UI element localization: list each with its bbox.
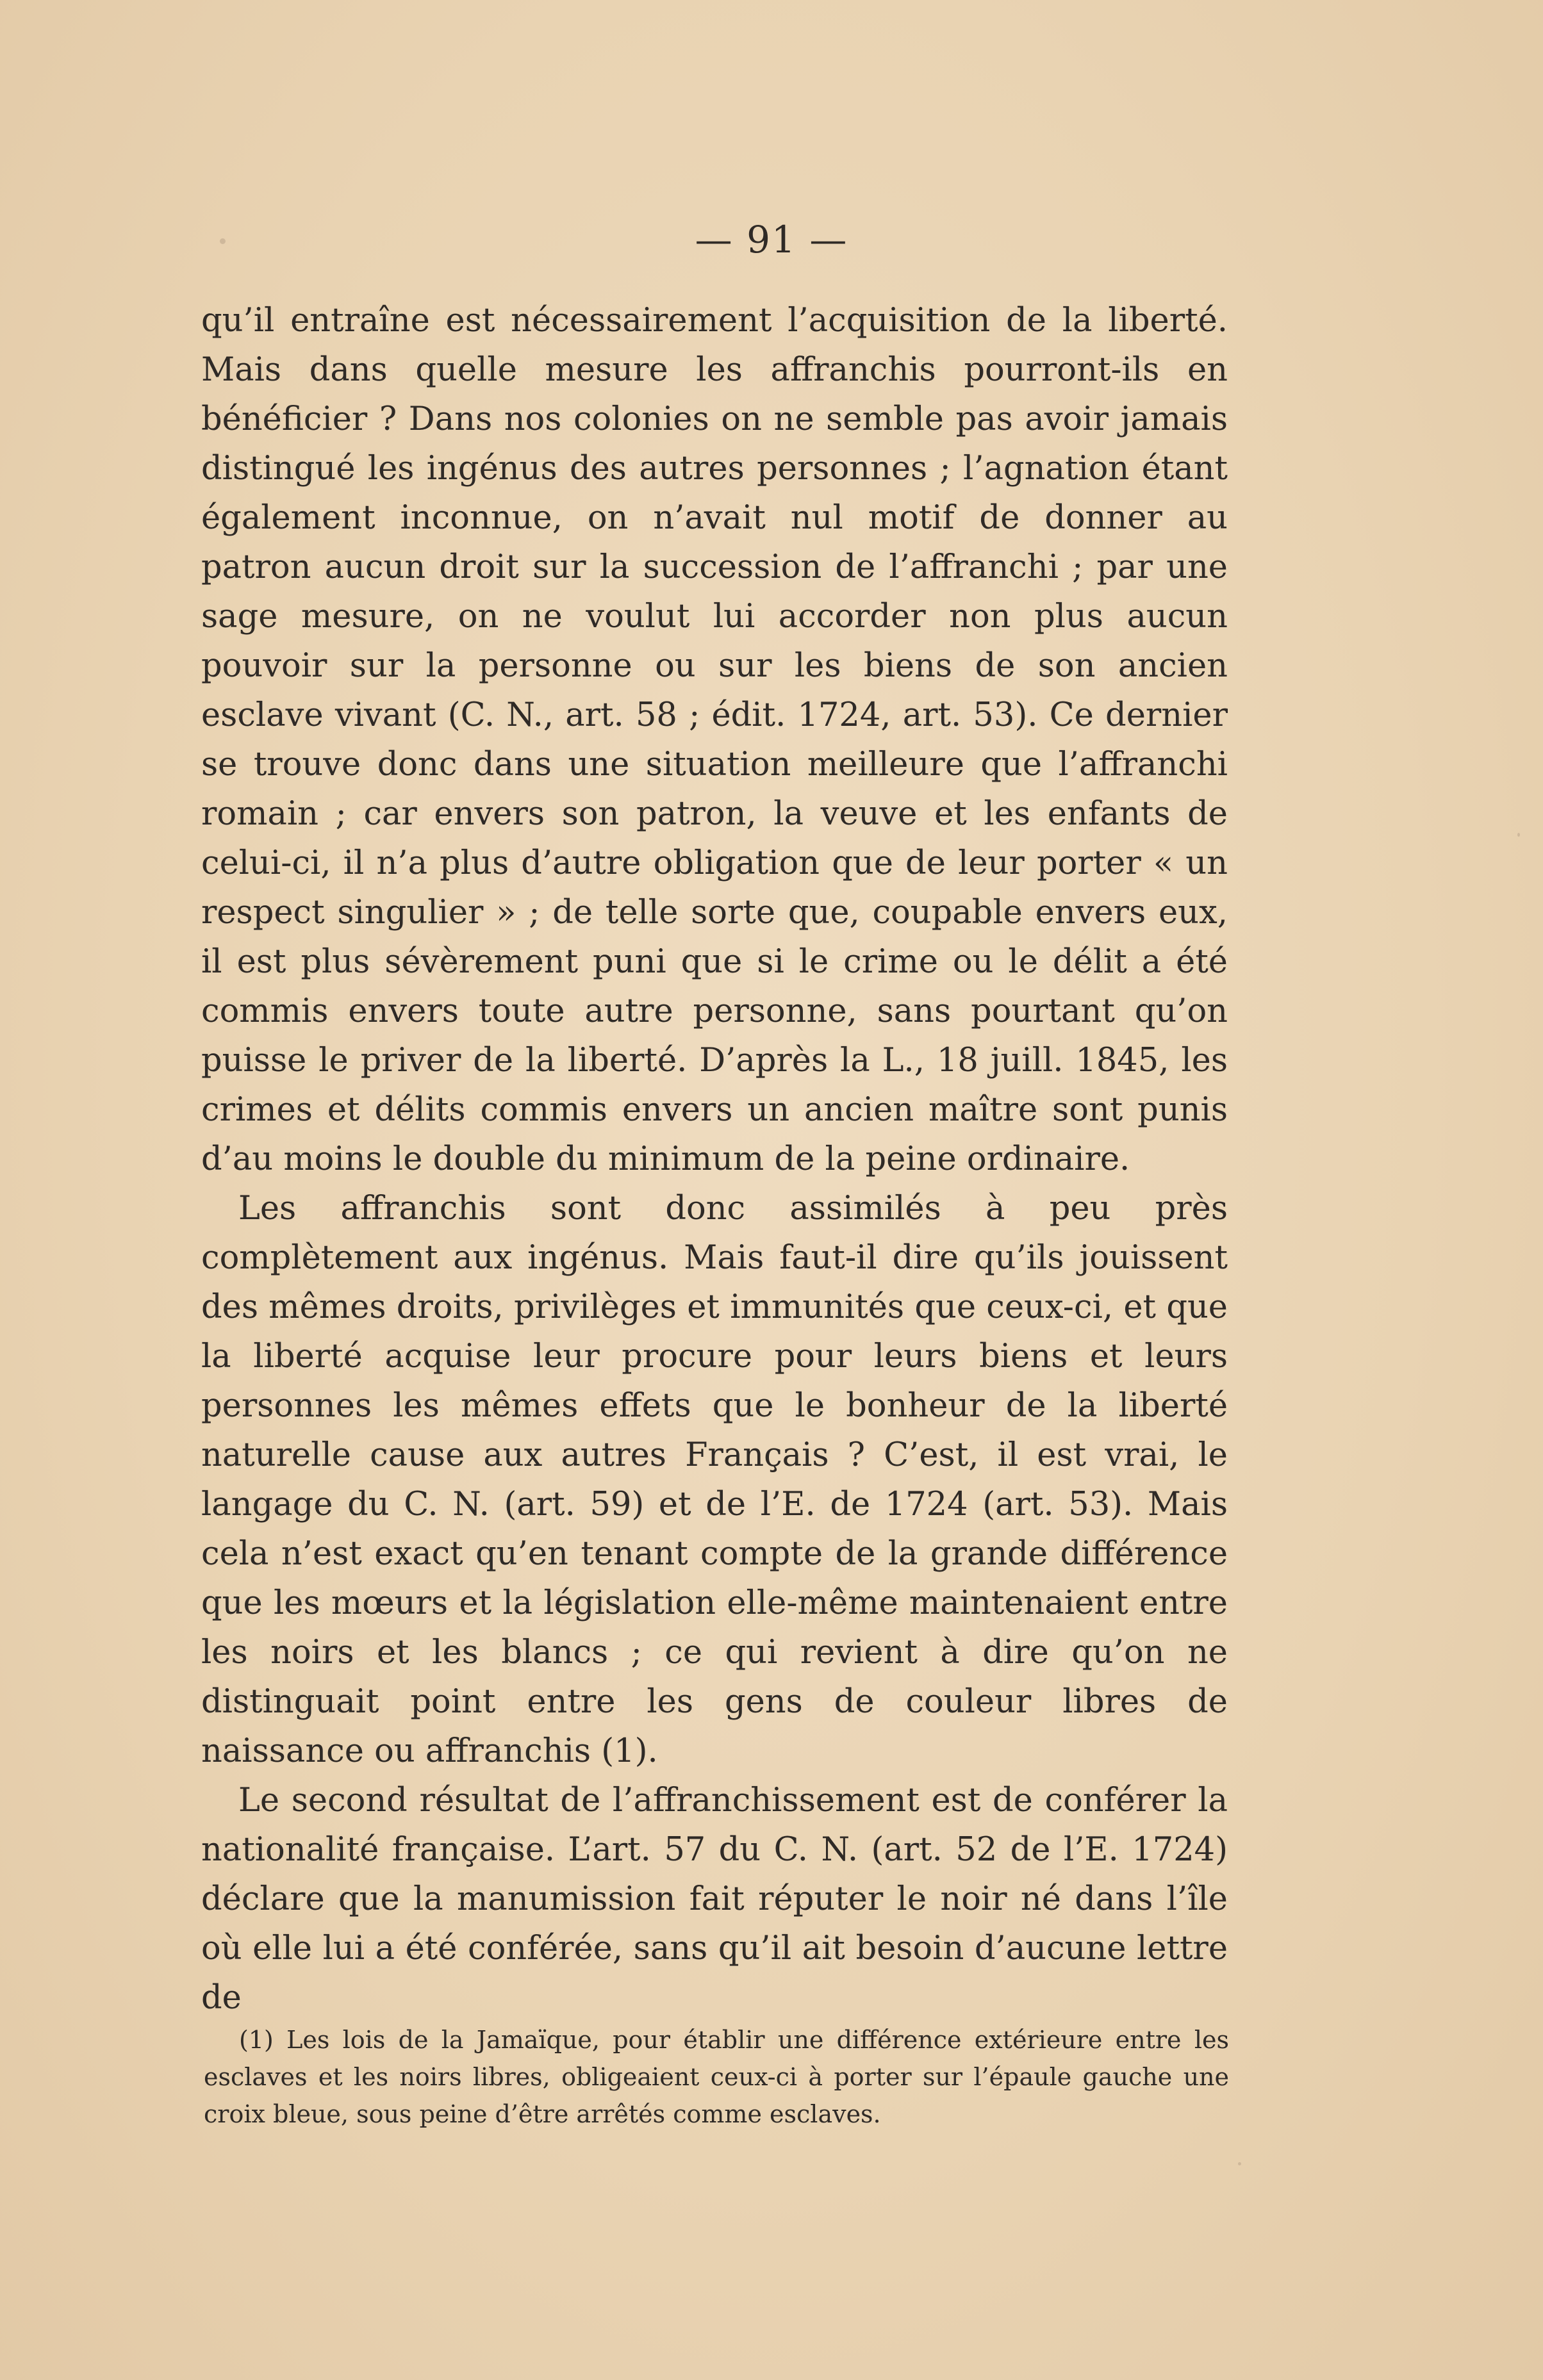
paragraph-second-resultat: Le second résultat de l’affranchissement est de conférer la nationalité française. L’art. 57 du C. N. (art. 52 de l’E. 1724) déclare que la manumission fait réputer le noir né dans l’île où elle lui a été conférée, sans qu’il ait besoin d’aucune lettre de [201,1782,1228,2017]
paragraph-continuation: qu’il entraîne est nécessairement l’acquisition de la liberté. Mais dans quelle mesure les affranchis pourront-ils en bénéficier ? Dans nos colonies on ne semble pas avoir jamais distingué les ingénus des autres personnes ; l’agnation étant également inconnue, on n’avait nul motif de donner au patron aucun droit sur la succession de l’affranchi ; par une sage mesure, on ne voulut lui accorder non plus aucun pouvoir sur la personne ou sur les biens de son ancien esclave vivant (C. N., art. 58 ; édit. 1724, art. 53). Ce dernier se trouve donc dans une situation meilleure que l’affranchi romain ; car envers son patron, la veuve et les enfants de celui-ci, il n’a plus d’autre obligation que de leur porter « un respect singulier » ; de telle sorte que, coupable envers eux, il est plus sévèrement puni que si le crime ou le délit a été commis envers toute autre personne, sans pourtant qu’on puisse le priver de la liberté. D’après la L., 18 juill. 1845, les crimes et délits commis envers un ancien maître sont punis d’au moins le double du minimum de la peine ordinaire. [201,302,1228,1178]
paper-speck [1517,833,1520,837]
paragraph-affranchis-assimiles: Les affranchis sont donc assimilés à peu près complètement aux ingénus. Mais faut-il dire qu’ils jouissent des mêmes droits, privilèges et immunités que ceux-ci, et que la liberté acquise leur procure pour leurs biens et leurs personnes les mêmes effets que le bonheur de la liberté naturelle cause aux autres Français ? C’est, il est vrai, le langage du C. N. (art. 59) et de l’E. de 1724 (art. 53). Mais cela n’est exact qu’en tenant compte de la grande différence que les mœurs et la législation elle-même maintenaient entre les noirs et les blancs ; ce qui revient à dire qu’on ne distinguait point entre les gens de couleur libres de naissance ou affranchis (1). [201,1190,1228,1770]
page-number: — 91 — [695,218,848,261]
body-text [201,296,1228,2023]
paper-speck [1238,2162,1241,2165]
footnote: (1) Les lois de la Jamaïque, pour établir une différence extérieure entre les esclaves et les noirs libres, obligeaient ceux-ci à porter sur l’épaule gauche une croix bleue, sous peine d’être arrêtés comme esclaves. [204,2026,1229,2128]
